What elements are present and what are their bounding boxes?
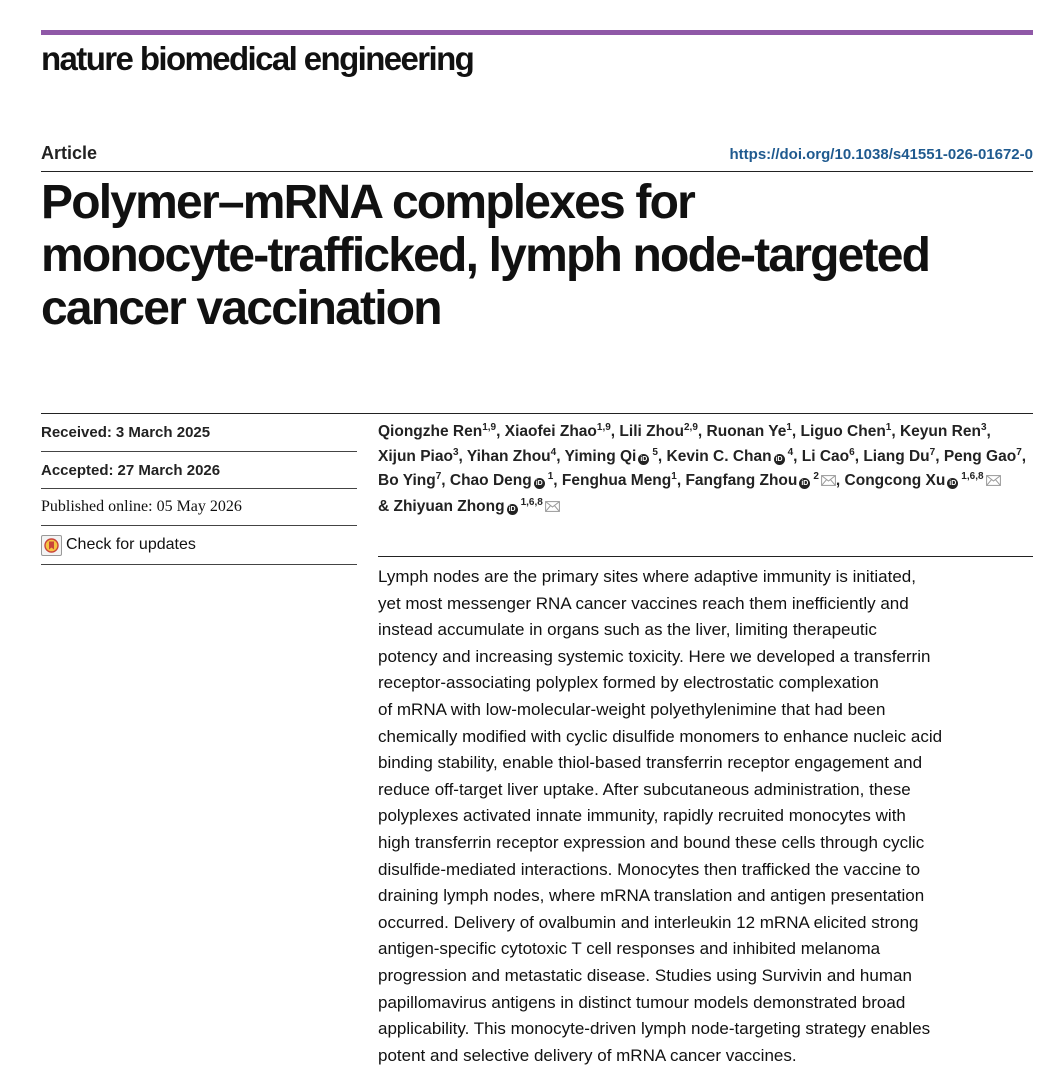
author-affiliation: 6 [849,446,855,458]
received-date [41,414,357,452]
abstract-line: high transferrin receptor expression and bound these cells through cyclic [378,832,925,852]
author-affiliation: 1 [885,421,892,433]
author-affiliation: 1 [547,470,554,482]
orcid-icon[interactable]: iD [775,455,783,463]
header-divider [41,171,1033,172]
author-name-text: Lili Zhou [619,423,684,440]
author-name[interactable] [707,423,792,440]
accepted-value: 27 March 2026 [117,461,221,479]
author-name[interactable] [505,423,611,440]
published-date [41,489,357,526]
author-name[interactable] [378,448,459,465]
author-name[interactable] [562,472,677,489]
orcid-icon[interactable]: iD [949,480,957,487]
author-affiliation: 7 [1016,446,1022,458]
abstract-line: progression and metastatic disease. Studies using Survivin and human [378,965,912,985]
author-affiliation: 2,9 [684,421,698,433]
email-icon[interactable] [545,496,560,521]
author-affiliation: 1 [671,470,677,482]
published-label: Published online: [41,498,153,515]
published-value: 05 May 2026 [156,498,242,515]
author-name[interactable] [450,472,553,489]
abstract-line: instead accumulate in organs such as the liver, limiting therapeutic [378,620,877,640]
author-name-text: Xijun Piao [378,447,453,465]
title-line: cancer vaccination [41,282,441,335]
author-affiliation: 3 [452,446,459,458]
author-name[interactable] [863,448,935,465]
abstract-line: antigen-specific cytotoxic T cell responses and inhibited melanoma [378,939,881,959]
author-affiliation: 1,9 [482,421,497,433]
author-name-text: Li Cao [801,447,850,465]
author-name[interactable] [802,448,855,465]
author-affiliation: 3 [980,421,987,433]
article-title [41,176,1031,335]
author-name[interactable] [801,423,892,440]
abstract-line: papillomavirus antigens in distinct tumour models demonstrated broad [378,992,906,1012]
author-name[interactable] [685,472,835,489]
abstract-line: polyplexes activated innate immunity, rapidly recruited monocytes with [378,806,906,826]
abstract-line: potency and increasing systemic toxicity. Here we developed a transferrin [378,646,931,666]
email-icon[interactable] [986,470,1001,495]
abstract-line: draining lymph nodes, where mRNA translation and antigen presentation [378,886,925,906]
received-value: 3 March 2025 [115,424,211,441]
abstract-line: Lymph nodes are the primary sites where adaptive immunity is initiated, [378,567,916,586]
author-name-text: Fenghua Meng [561,472,672,489]
author-list: Qiongzhe Ren$^{1,9}$, Xiaofei Zhao$^{1,9}$, Lili Zhou$^{2,9}$, Ruonan Ye$^1$, Liguo Chen$^1$, Keyun Ren$^3$, Xijun Piao$^3$, Yihan Zhou$^4$, Yiming Qi $iD^5$, Kevin C. Chan $iD^4$, Li Cao$^6$, Liang Du$^7$, Peng Gao$^7$, Bo Ying$^7$, Chao Deng $iD^1$, Fenghua Meng$^1$, Fangfang Zhou $iD^2$ , Congcong Xu iD$^{1,6,8}$ & Zhiyuan Zhong iD$^{1,6,8}$ [378,420,1038,520]
author-affiliation: 7 [435,470,442,482]
abstract [378,564,1028,1069]
author-affiliation: 4 [787,446,794,458]
author-affiliation: 1,6,8 [961,470,984,482]
author-name[interactable] [944,448,1022,465]
author-name[interactable] [900,423,987,440]
author-name-text: Qiongzhe Ren [378,423,483,440]
author-name-text: Yiming Qi [564,447,637,465]
article-dates-panel [41,414,357,565]
author-name[interactable] [467,448,556,465]
orcid-icon[interactable]: iD [535,480,543,487]
accepted-date [41,452,357,489]
author-name-text: Xiaofei Zhao [504,423,597,440]
email-icon[interactable] [821,470,836,495]
author-name-text: Ruonan Ye [706,423,787,440]
author-name-text: Bo Ying [378,472,436,489]
author-affiliation: 1 [786,421,792,433]
author-name[interactable] [378,472,441,489]
abstract-line: chemically modified with cyclic disulfide monomers to enhance nucleic acid [378,726,943,746]
abstract-line: potent and selective delivery of mRNA cancer vaccines. [378,1045,797,1065]
author-name[interactable] [667,448,794,465]
journal-name: nature biomedical engineering [41,40,474,77]
check-for-updates-button[interactable] [41,526,357,565]
author-name-text: Kevin C. Chan [666,447,772,465]
author-affiliation: 2 [813,470,819,482]
check-for-updates-icon [41,535,62,556]
title-line: monocyte-trafficked, lymph node-targeted [41,229,930,282]
author-name-text: Yihan Zhou [466,447,551,465]
author-name-text: Fangfang Zhou [685,472,798,489]
author-name[interactable] [565,448,658,465]
doi-link[interactable]: https://doi.org/10.1038/s41551-026-01672-0 [729,146,1033,163]
abstract-line: reduce off-target liver uptake. After subcutaneous administration, these [378,779,911,799]
author-name[interactable] [619,423,697,440]
accepted-label: Accepted: [41,461,114,479]
author-affiliation: 1,6,8 [520,496,543,508]
abstract-divider [378,556,1033,557]
orcid-icon[interactable]: iD [640,455,648,463]
author-affiliation: 4 [550,446,557,458]
orcid-icon[interactable]: iD [508,505,516,513]
author-name-text: Keyun Ren [899,423,981,440]
author-name-text: Zhiyuan Zhong [393,497,505,515]
article-type: Article [41,143,98,163]
author-name-text: Peng Gao [943,447,1017,465]
abstract-line: applicability. This monocyte-driven lymph node-targeting strategy enables [378,1019,931,1039]
abstract-line: yet most messenger RNA cancer vaccines reach them inefficiently and [378,593,909,613]
abstract-line: occurred. Delivery of ovalbumin and interleukin 12 mRNA elicited strong [378,912,919,932]
abstract-line: of mRNA with low-molecular-weight polyethylenimine that had been [378,699,886,719]
author-name-text: Liguo Chen [800,423,886,440]
author-name[interactable] [378,423,496,440]
author-name[interactable] [845,472,1001,489]
author-name-text: Congcong Xu [844,472,946,489]
abstract-line: binding stability, enable thiol-based transferrin receptor engagement and [378,753,923,773]
check-for-updates-label: Check for updates [66,536,196,553]
author-affiliation: 5 [652,446,658,458]
author-affiliation: 7 [929,446,936,458]
received-label: Received: [41,424,112,441]
abstract-line: disulfide-mediated interactions. Monocytes then trafficked the vaccine to [378,859,921,879]
author-name-text: Liang Du [863,447,930,465]
author-name-text: Chao Deng [449,472,532,489]
title-line: Polymer–mRNA complexes for [41,176,694,229]
author-affiliation: 1,9 [596,421,611,433]
author-name[interactable]: & Zhiyuan Zhong iD$^{1,6,8}$ [378,498,560,515]
abstract-line: receptor-associating polyplex formed by electrostatic complexation [378,673,879,693]
orcid-icon[interactable]: iD [801,480,809,487]
journal-accent-bar [41,30,1033,35]
